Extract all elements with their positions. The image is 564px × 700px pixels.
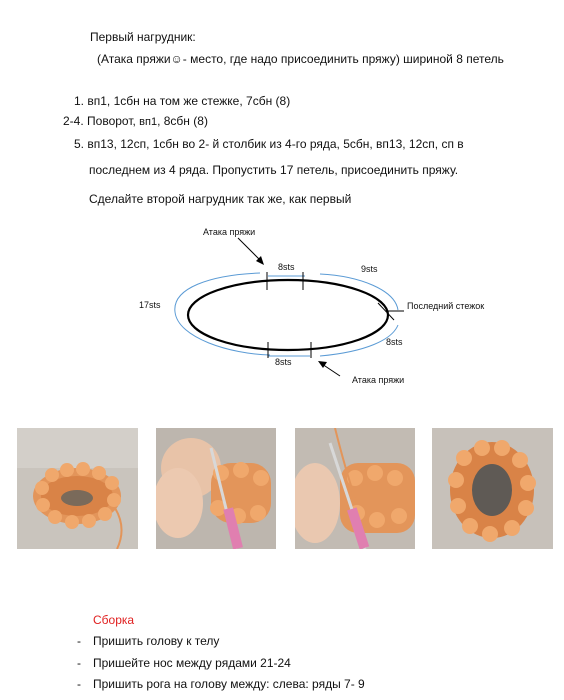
assembly-title: Сборка (93, 613, 135, 627)
step-number: 1. (74, 94, 85, 108)
section-heading: Первый нагрудник: (90, 30, 196, 44)
list-dash: - (77, 634, 81, 648)
label-attach-bottom: Атака пряжи (352, 375, 405, 385)
repeat-note: Сделайте второй нагрудник так же, как первый (89, 192, 352, 206)
label-left-17sts: 17sts (139, 300, 161, 310)
crochet-bib-photo (432, 428, 553, 549)
step-text-small: вп1 (139, 116, 158, 128)
guide-arc-top-right (320, 274, 398, 310)
list-dash: - (77, 677, 81, 691)
label-top-9sts: 9sts (361, 264, 378, 274)
label-top-8sts: 8sts (278, 262, 295, 272)
list-item: Пришейте нос между рядами 21-24 (93, 656, 291, 670)
attach-note: (Атака пряжи☺- место, где надо присоединить пряжу) шириной 8 петель (97, 52, 504, 66)
label-last-stitch: Последний стежок (407, 301, 485, 311)
step-number: 5. (74, 137, 85, 151)
crochet-hook-photo (156, 428, 276, 549)
crochet-ring-photo (17, 428, 138, 549)
step-text: , 8сбн (8) (157, 114, 208, 128)
oval-shape (188, 280, 388, 350)
list-item: Пришить рога на голову между: слева: ряды 7- 9 (93, 677, 365, 691)
step-text: Поворот, (87, 114, 140, 128)
step-number: 2-4. (63, 114, 84, 128)
step-5-line-2: последнем из 4 ряда. Пропустить 17 петель, присоединить пряжу. (89, 163, 459, 177)
arrow-top (238, 238, 262, 262)
crochet-attach-photo (295, 428, 415, 549)
label-bottom-8sts: 8sts (275, 357, 292, 367)
label-attach-top: Атака пряжи (203, 227, 256, 237)
list-item: Пришить голову к телу (93, 634, 220, 648)
list-dash: - (77, 656, 81, 670)
step-text: вп13, 12сп, 1сбн во 2- й столбик из 4-го ряда, 5сбн, вп13, 12сп, сп в (87, 137, 464, 151)
label-right-8sts: 8sts (386, 337, 403, 347)
step-text: вп1, 1сбн на том же стежке, 7сбн (8) (87, 94, 291, 108)
arrow-bottom (322, 364, 340, 376)
